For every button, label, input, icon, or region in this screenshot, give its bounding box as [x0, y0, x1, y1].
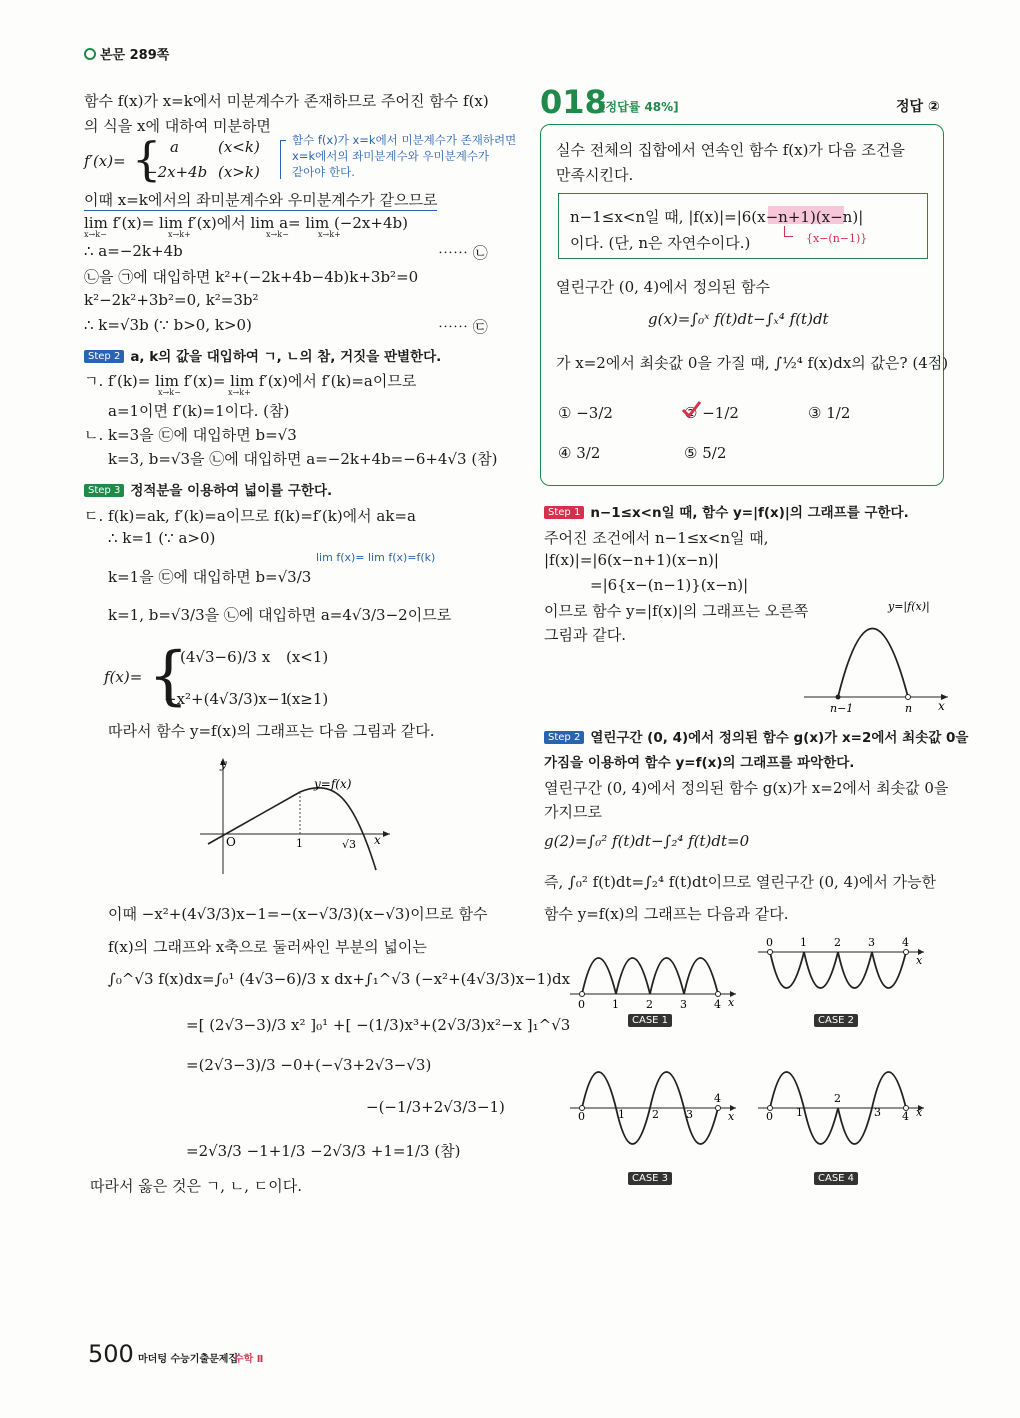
s2-line-e: 함수 y=f(x)의 그래프는 다음과 같다.	[544, 905, 789, 923]
problem-line-3: 열린구간 (0, 4)에서 정의된 함수	[556, 278, 771, 296]
choice-3[interactable]: ③ 1/2	[808, 404, 851, 422]
tick-r3-label: √3	[342, 838, 357, 851]
case3-tick-3: 3	[686, 1108, 693, 1121]
limit-equation: lim f′(x)= lim f′(x)에서 lim a= lim (−2x+4b)	[84, 214, 408, 232]
deriv-lhs: f′(x)=	[84, 152, 126, 170]
g-sub-2: x→k+	[228, 388, 251, 397]
s1-line-a: 주어진 조건에서 n−1≤x<n일 때,	[544, 529, 769, 547]
giyeok-line-1: ㄱ. f′(k)= lim f′(x)= lim f′(x)에서 f′(k)=a이므로	[84, 372, 417, 390]
step3-badge: Step 3	[84, 484, 124, 497]
case3-tick-1: 1	[618, 1108, 625, 1121]
case2-tick-2: 2	[834, 936, 841, 949]
case2-tick-0: 0	[766, 936, 773, 949]
tag-3: ⋯⋯ ㉢	[438, 318, 488, 336]
digeut-line-5: 따라서 함수 y=f(x)의 그래프는 다음 그림과 같다.	[108, 722, 435, 740]
condition-line-2: 이다. (단, n은 자연수이다.)	[570, 234, 751, 252]
digeut-line-2: ∴ k=1 (∵ a>0)	[108, 529, 216, 547]
case2-graph	[754, 934, 930, 1014]
case2-label: CASE 2	[814, 1014, 858, 1027]
problem-line-1: 실수 전체의 집합에서 연속인 함수 f(x)가 다음 조건을	[556, 141, 905, 159]
case3-tick-0: 0	[578, 1110, 585, 1123]
arch-graph	[804, 598, 954, 716]
left-line-1: 함수 f(x)가 x=k에서 미분계수가 존재하므로 주어진 함수 f(x)	[84, 92, 489, 110]
f-case1: (4√3−6)/3 x	[180, 648, 271, 666]
side-note-2: lim f(x)= lim f(x)=f(k)	[316, 551, 436, 564]
case1-tick-4: 4	[714, 998, 721, 1011]
s1-line-b: |f(x)|=|6(x−n+1)(x−n)|	[544, 551, 719, 569]
case2-end-point	[904, 950, 909, 955]
case4-label: CASE 4	[814, 1172, 858, 1185]
case1-tick-0: 0	[578, 998, 585, 1011]
f-brace: {	[148, 639, 189, 713]
s2-line-b: 가지므로	[544, 803, 602, 821]
limit-sub-3: x→k−	[266, 230, 289, 239]
case3-graph	[566, 1048, 742, 1166]
x-axis-arrow-icon	[383, 831, 390, 837]
left-line-2: 의 식을 x에 대하여 미분하면	[84, 117, 271, 135]
case4-tick-0: 0	[766, 1110, 773, 1123]
case2-tick-1: 1	[800, 936, 807, 949]
case2-tick-3: 3	[868, 936, 875, 949]
circle-bullet-icon	[84, 48, 96, 60]
arch-left-label: n−1	[830, 702, 854, 715]
condition-note-arrow	[784, 226, 793, 237]
digeut-line-4: k=1, b=√3/3을 ㉡에 대입하면 a=4√3/3−2이므로	[108, 606, 452, 624]
left-line-6: ㉡을 ㉠에 대입하면 k²+(−2k+4b−4b)k+3b²=0	[84, 268, 419, 286]
s1-line-d: 이므로 함수 y=|f(x)|의 그래프는 오른쪽	[544, 602, 809, 620]
subject-label: 수학 Ⅱ	[234, 1354, 264, 1365]
problem-line-2: 만족시킨다.	[556, 166, 634, 184]
s1-line-e: 그림과 같다.	[544, 626, 626, 644]
arch-right-label: n	[905, 702, 913, 715]
case3-label: CASE 3	[628, 1172, 672, 1185]
digeut-line-6: 이때 −x²+(4√3/3)x−1=−(x−√3/3)(x−√3)이므로 함수	[108, 905, 488, 923]
case4-tick-4: 4	[902, 1110, 909, 1123]
case4-tick-3: 3	[874, 1106, 881, 1119]
case2-curve	[770, 952, 906, 988]
page-number: 500	[88, 1340, 134, 1368]
arch-curve-label: y=|f(x)|	[888, 600, 930, 613]
step3-heading: Step 3 정적분을 이용하여 넓이를 구한다.	[84, 479, 332, 499]
s2-line-d: 즉, ∫₀² f(t)dt=∫₂⁴ f(t)dt이므로 열린구간 (0, 4)에서 가능한	[544, 873, 937, 891]
case3-x-label: x	[728, 1110, 735, 1123]
correct-rate: [정답률 48%]	[600, 100, 679, 114]
nieun-line-1: ㄴ. k=3을 ㉢에 대입하면 b=√3	[84, 426, 297, 444]
case4-tick-1: 1	[796, 1106, 803, 1119]
digeut-line-3: k=1을 ㉢에 대입하면 b=√3/3	[108, 568, 312, 586]
origin-label: O	[226, 835, 236, 849]
step2r-badge: Step 2	[544, 731, 584, 744]
deriv-case2-cond: (x>k)	[218, 163, 260, 181]
choice-2[interactable]: ② −1/2	[684, 404, 739, 422]
left-line-3: 이때 x=k에서의 좌미분계수와 우미분계수가 같으므로	[84, 191, 438, 209]
choice-5[interactable]: ⑤ 5/2	[684, 444, 727, 462]
case4-x-label: x	[916, 1106, 923, 1119]
giyeok-line-2: a=1이면 f′(k)=1이다. (참)	[108, 402, 290, 420]
tick-1-label: 1	[296, 837, 303, 850]
s2-line-c: g(2)=∫₀² f(t)dt−∫₂⁴ f(t)dt=0	[544, 832, 750, 850]
arch-left-point	[836, 695, 841, 700]
case1-curve	[582, 958, 718, 994]
case1-start-point	[580, 992, 585, 997]
solution-step2-heading: Step 2 열린구간 (0, 4)에서 정의된 함수 g(x)가 x=2에서 최솟값 0을	[544, 726, 968, 746]
g-definition: g(x)=∫₀ˣ f(t)dt−∫ₓ⁴ f(t)dt	[648, 310, 829, 328]
integral-4: −(−1/3+2√3/3−1)	[366, 1098, 505, 1116]
note-bracket	[280, 140, 286, 179]
arch-x-label: x	[938, 699, 945, 713]
arch-right-point	[906, 695, 911, 700]
arch-curve	[838, 629, 908, 698]
s2-heading-line-2: 가짐을 이용하여 함수 y=f(x)의 그래프를 파악한다.	[544, 755, 855, 771]
deriv-brace: {	[132, 132, 162, 186]
tag-2: ⋯⋯ ㉡	[438, 244, 488, 262]
checkmark-icon	[680, 400, 702, 420]
step2-heading: Step 2 a, k의 값을 대입하여 ㄱ, ㄴ의 참, 거짓을 판별한다.	[84, 345, 441, 365]
case1-tick-1: 1	[612, 998, 619, 1011]
x-label: x	[374, 833, 381, 847]
digeut-line-1: ㄷ. f(k)=ak, f′(k)=a이므로 f(k)=f′(k)에서 ak=a	[84, 507, 416, 525]
case3-tick-4: 4	[714, 1092, 721, 1105]
s1-line-c: =|6{x−(n−1)}(x−n)|	[590, 576, 749, 594]
case4-tick-2: 2	[834, 1092, 841, 1105]
integral-3: =(2√3−3)/3 −0+(−√3+2√3−√3)	[186, 1056, 432, 1074]
section-reference: 본문 289쪽	[84, 44, 169, 63]
f-case2: −x²+(4√3/3)x−1	[164, 690, 290, 708]
left-line-8: ∴ k=√3b (∵ b>0, k>0)	[84, 316, 252, 334]
curve-label: y=f(x)	[314, 777, 352, 791]
deriv-case2-expr: −2x+4b	[145, 163, 208, 181]
g-sub-1: x→k−	[158, 388, 181, 397]
y-label: y	[220, 757, 227, 771]
case4-graph	[754, 1044, 930, 1166]
f-case1-cond: (x<1)	[286, 648, 329, 666]
case1-x-label: x	[728, 996, 735, 1009]
limit-sub-1: x→k−	[84, 230, 107, 239]
case3-tick-2: 2	[652, 1108, 659, 1121]
s2-line-a: 열린구간 (0, 4)에서 정의된 함수 g(x)가 x=2에서 최솟값 0을	[544, 779, 949, 797]
choice-1[interactable]: ① −3/2	[558, 404, 613, 422]
case2-x-label: x	[916, 954, 923, 967]
nieun-line-2: k=3, b=√3을 ㉡에 대입하면 a=−2k+4b=−6+4√3 (참)	[108, 450, 498, 468]
problem-number: 018	[540, 83, 607, 121]
condition-line-1: n−1≤x<n일 때, |f(x)|=|6(x−n+1)(x−n)|	[570, 208, 864, 226]
side-note-1: 함수 f(x)가 x=k에서 미분계수가 존재하려면 x=k에서의 좌미분계수와 우미분계수가 같아야 한다.	[292, 133, 517, 179]
left-line-7: k²−2k²+3b²=0, k²=3b²	[84, 291, 259, 309]
case2-start-point	[768, 950, 773, 955]
integral-1: ∫₀^√3 f(x)dx=∫₀¹ (4√3−6)/3 x dx+∫₁^√3 (−x²+(4√3/3)x−1)dx	[108, 970, 571, 988]
case1-label: CASE 1	[628, 1014, 672, 1027]
conclusion: 따라서 옳은 것은 ㄱ, ㄴ, ㄷ이다.	[90, 1177, 303, 1195]
digeut-line-7: f(x)의 그래프와 x축으로 둘러싸인 부분의 넓이는	[108, 938, 427, 956]
case1-end-point	[716, 992, 721, 997]
integral-5: =2√3/3 −1+1/3 −2√3/3 +1=1/3 (참)	[186, 1142, 461, 1160]
f-graph	[190, 752, 400, 877]
step2-badge: Step 2	[84, 350, 124, 363]
step1-badge: Step 1	[544, 506, 584, 519]
choice-4[interactable]: ④ 3/2	[558, 444, 601, 462]
f-lhs: f(x)=	[104, 668, 143, 686]
answer-label: 정답 ②	[896, 99, 940, 115]
problem-line-4: 가 x=2에서 최솟값 0을 가질 때, ∫½⁴ f(x)dx의 값은? (4점)	[556, 354, 949, 372]
deriv-case1-expr: a	[170, 138, 179, 156]
deriv-case1-cond: (x<k)	[218, 138, 260, 156]
case1-graph	[566, 936, 742, 1016]
f-curve	[208, 788, 376, 870]
case1-tick-2: 2	[646, 998, 653, 1011]
limit-sub-2: x→k+	[168, 230, 191, 239]
integral-2: =[ (2√3−3)/3 x² ]₀¹ +[ −(1/3)x³+(2√3/3)x²−x ]₁^√3	[186, 1016, 571, 1034]
f-case2-cond: (x≥1)	[286, 690, 329, 708]
case1-tick-3: 3	[680, 998, 687, 1011]
case2-tick-4: 4	[902, 936, 909, 949]
limit-sub-4: x→k+	[318, 230, 341, 239]
book-title: 마더텅 수능기출문제집	[138, 1354, 239, 1365]
condition-note: {x−(n−1)}	[806, 232, 868, 245]
solution-step1-heading: Step 1 n−1≤x<n일 때, 함수 y=|f(x)|의 그래프를 구한다.	[544, 501, 909, 521]
left-line-5: ∴ a=−2k+4b	[84, 242, 183, 260]
case3-end-point	[716, 1106, 721, 1111]
